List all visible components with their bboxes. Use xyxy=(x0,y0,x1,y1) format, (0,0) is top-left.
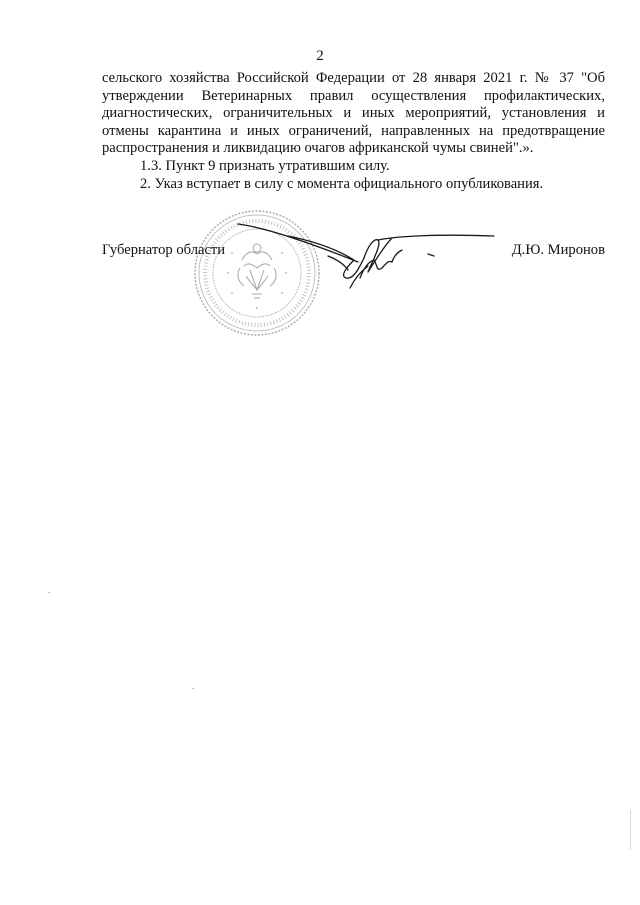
scan-edge-mark xyxy=(630,810,631,850)
signer-name: Д.Ю. Миронов xyxy=(511,242,605,258)
paragraph-item-1-3: 1.3. Пункт 9 признать утратившим силу. xyxy=(140,157,390,174)
scan-speck xyxy=(48,592,50,593)
document-body xyxy=(102,70,605,193)
paragraph-continuation: сельского хозяйства Российской Федерации от 28 января 2021 г. № 37 "Об утверждении Ветеринарных правил осуществления профилактических, диагностических, ограничительных и иных мероприятий, установления и отмены карантина и иных ограничений, направленных на предотвращение распространения и ликвидацию очагов африканской чумы свиней".». xyxy=(102,70,605,157)
scan-speck xyxy=(192,688,194,689)
handwritten-signature-image xyxy=(228,216,508,296)
signer-title: Губернатор области xyxy=(102,242,226,258)
page-number: 2 xyxy=(316,48,324,64)
paragraph-item-2: 2. Указ вступает в силу с момента официального опубликования. xyxy=(140,175,544,192)
